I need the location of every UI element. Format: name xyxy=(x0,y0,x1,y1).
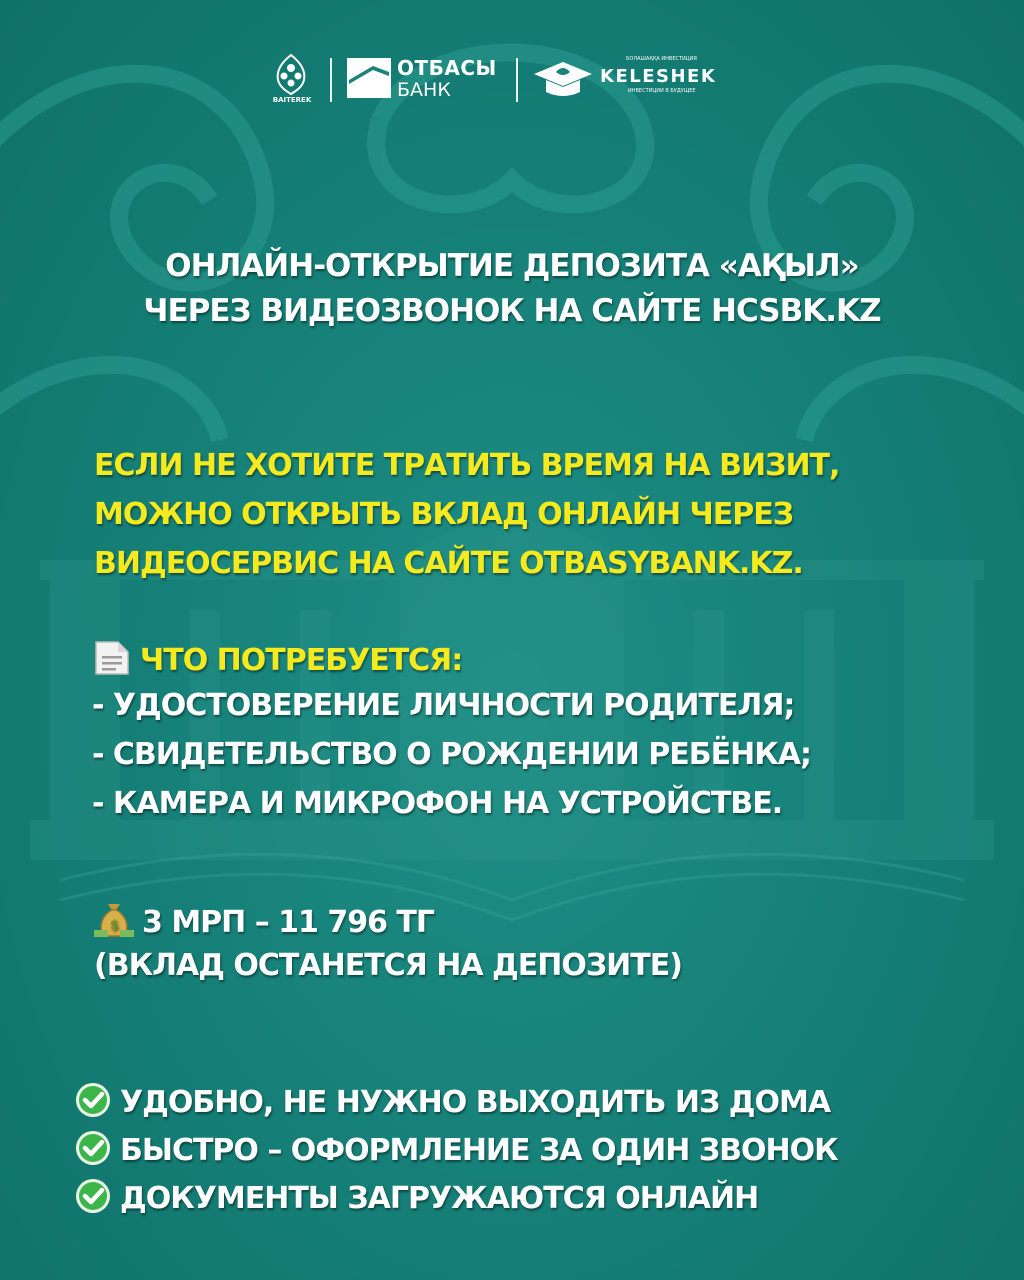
check-icon xyxy=(76,1131,110,1165)
intro-line-2: МОЖНО ОТКРЫТЬ ВКЛАД ОНЛАЙН ЧЕРЕЗ xyxy=(94,497,794,532)
requirements-heading xyxy=(92,640,462,678)
otbasy-bank: БАНК xyxy=(397,79,451,101)
requirement-item: - КАМЕРА И МИКРОФОН НА УСТРОЙСТВЕ. xyxy=(92,786,783,821)
otbasy-name: ОТБАСЫ xyxy=(397,56,497,80)
baiterek-tree-icon xyxy=(270,52,312,96)
keleshek-graduation-cap-icon xyxy=(530,58,596,102)
baiterek-label: BAITEREK xyxy=(272,96,312,104)
requirement-item: - УДОСТОВЕРЕНИЕ ЛИЧНОСТИ РОДИТЕЛЯ; xyxy=(92,688,795,723)
title-line-1: ОНЛАЙН-ОТКРЫТИЕ ДЕПОЗИТА «АҚЫЛ» xyxy=(165,248,859,284)
requirements-heading-label: ЧТО ПОТРЕБУЕТСЯ: xyxy=(140,643,463,678)
deposit-amount-label: 3 МРП – 11 796 ТГ xyxy=(142,905,434,940)
logo-divider xyxy=(516,58,518,102)
benefit-label: УДОБНО, НЕ НУЖНО ВЫХОДИТЬ ИЗ ДОМА xyxy=(120,1085,831,1120)
keleshek-tagline-ru: ИНВЕСТИЦИИ В БУДУЩЕЕ xyxy=(628,88,696,94)
check-icon xyxy=(76,1083,110,1117)
logo-divider xyxy=(330,58,332,102)
check-icon xyxy=(76,1179,110,1213)
logo-bar xyxy=(270,52,750,108)
svg-text:$: $ xyxy=(109,918,119,933)
intro-line-3: ВИДЕОСЕРВИС НА САЙТЕ OTBASYBANK.KZ. xyxy=(94,546,803,581)
document-icon xyxy=(92,640,132,676)
benefit-item xyxy=(76,1083,830,1120)
deposit-note: (ВКЛАД ОСТАНЕТСЯ НА ДЕПОЗИТЕ) xyxy=(94,948,682,983)
otbasy-house-icon xyxy=(347,58,391,98)
title-line-2: ЧЕРЕЗ ВИДЕОЗВОНОК НА САЙТЕ HCSBK.KZ xyxy=(143,293,881,329)
deposit-amount xyxy=(94,898,434,940)
benefit-label: ДОКУМЕНТЫ ЗАГРУЖАЮТСЯ ОНЛАЙН xyxy=(120,1181,759,1216)
requirement-item: - СВИДЕТЕЛЬСТВО О РОЖДЕНИИ РЕБЁНКА; xyxy=(92,737,811,772)
intro-line-1: ЕСЛИ НЕ ХОТИТЕ ТРАТИТЬ ВРЕМЯ НА ВИЗИТ, xyxy=(94,448,840,483)
keleshek-tagline-kz: БОЛАШАҚҚА ИНВЕСТИЦИЯ xyxy=(626,56,697,62)
benefit-item xyxy=(76,1179,758,1216)
benefit-item xyxy=(76,1131,838,1168)
keleshek-name: KELESHEK xyxy=(600,66,717,87)
benefit-label: БЫСТРО – ОФОРМЛЕНИЕ ЗА ОДИН ЗВОНОК xyxy=(120,1133,838,1168)
money-bag-icon xyxy=(94,898,134,938)
